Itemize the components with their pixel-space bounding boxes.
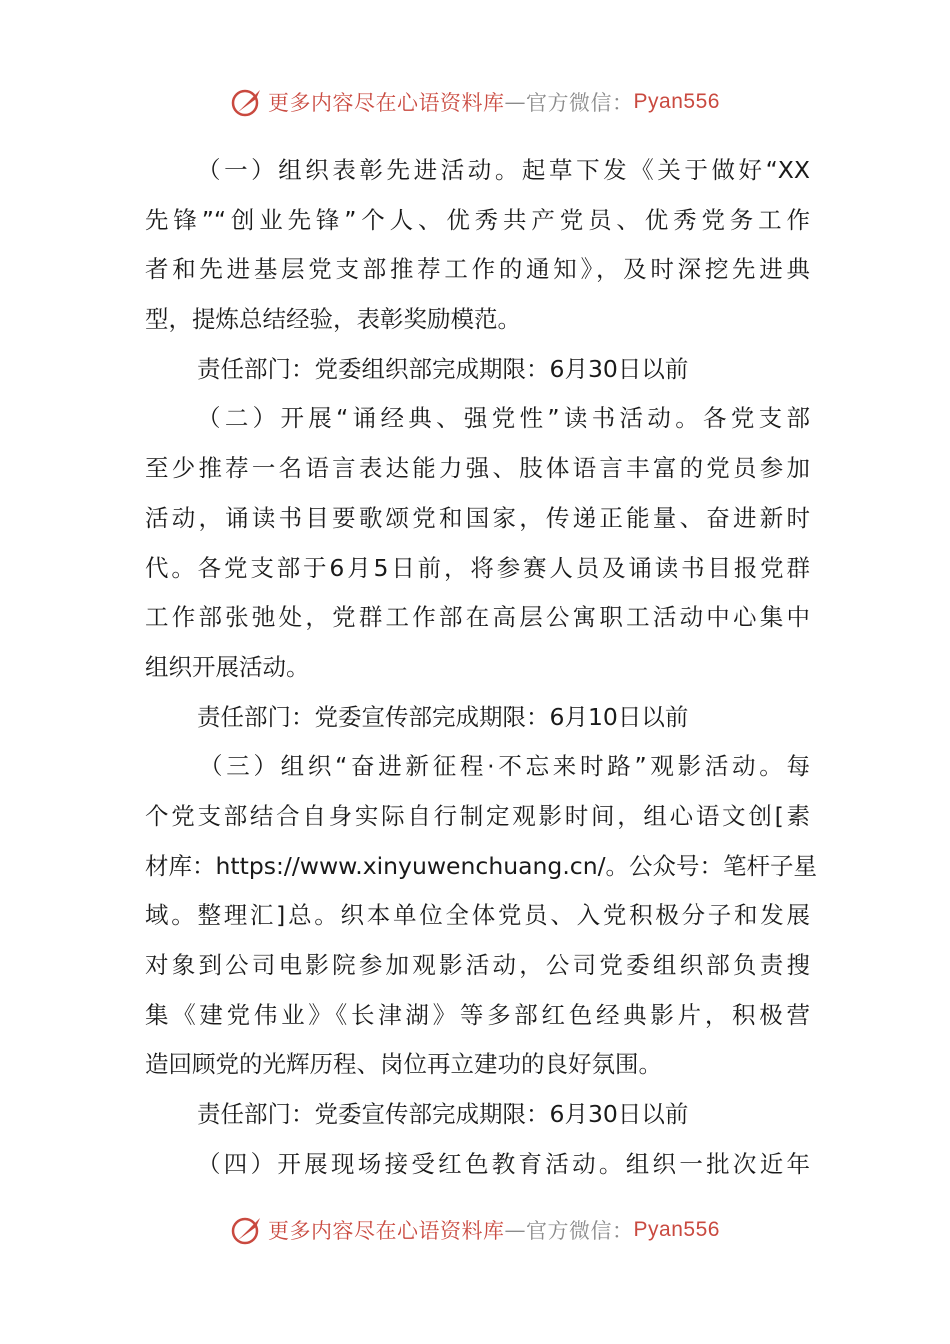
paragraph-1-line-2: 先锋”“创业先锋”个人、优秀共产党员、优秀党务工作: [145, 205, 810, 234]
paragraph-4-line-1: （四）开展现场接受红色教育活动。组织一批次近年: [197, 1149, 810, 1178]
paragraph-1-line-4: 型，提炼总结经验，表彰奖励模范。: [145, 305, 521, 334]
document-body: [145, 146, 818, 1189]
paragraph-2-line-3: 活动，诵读书目要歌颂党和国家，传递正能量、奋进新时: [145, 503, 810, 532]
paragraph-2-line-4: 代。各党支部于6月5日前，将参赛人员及诵读书目报党群: [145, 553, 810, 582]
responsibility-line-1: 责任部门：党委组织部完成期限：6月30日以前: [197, 354, 689, 383]
paragraph-3-line-3: 材库：https://www.xinyuwenchuang.cn/。公众号：笔杆子星: [145, 851, 818, 880]
paragraph-3-line-7: 造回顾党的光辉历程、岗位再立建功的良好氛围。: [145, 1050, 662, 1079]
paragraph-3-line-4: 域。整理汇]总。织本单位全体党员、入党积极分子和发展: [145, 901, 810, 930]
responsibility-line-2: 责任部门：党委宣传部完成期限：6月10日以前: [197, 702, 689, 731]
paragraph-3-line-2: 个党支部结合自身实际自行制定观影时间，组心语文创[素: [145, 801, 810, 830]
banner-sub-text: 官方微信：: [526, 1219, 634, 1243]
paragraph-3-line-6: 集《建党伟业》《长津湖》等多部红色经典影片，积极营: [145, 1000, 810, 1029]
paragraph-2-line-5: 工作部张弛处，党群工作部在高层公寓职工活动中心集中: [145, 603, 810, 632]
banner-sub-text: 官方微信：: [526, 91, 634, 115]
paragraph-2-line-6: 组织开展活动。: [145, 652, 310, 681]
paragraph-2-line-1: （二）开展“诵经典、强党性”读书活动。各党支部: [197, 404, 810, 433]
paragraph-1-line-3: 者和先进基层党支部推荐工作的通知》，及时深挖先进典: [145, 255, 810, 284]
footer-watermark-banner: [0, 1210, 950, 1250]
banner-wechat-id: Pyan556: [633, 1218, 720, 1241]
banner-main-text: 更多内容尽在心语资料库: [268, 1219, 505, 1243]
quill-logo-icon: [230, 85, 264, 119]
banner-main-text: 更多内容尽在心语资料库: [268, 91, 505, 115]
banner-separator: —: [504, 90, 527, 114]
quill-logo-icon: [230, 1213, 264, 1247]
header-watermark-banner: [0, 82, 950, 122]
responsibility-line-3: 责任部门：党委宣传部完成期限：6月30日以前: [197, 1100, 689, 1129]
paragraph-1-line-1: （一）组织表彰先进活动。起草下发《关于做好“XX: [197, 156, 810, 184]
paragraph-3-line-5: 对象到公司电影院参加观影活动，公司党委组织部负责搜: [145, 951, 810, 979]
banner-wechat-id: Pyan556: [633, 90, 720, 113]
paragraph-3-line-1: （三）组织“奋进新征程·不忘来时路”观影活动。每: [199, 752, 810, 781]
banner-separator: —: [504, 1218, 527, 1242]
paragraph-2-line-2: 至少推荐一名语言表达能力强、肢体语言丰富的党员参加: [145, 454, 810, 483]
